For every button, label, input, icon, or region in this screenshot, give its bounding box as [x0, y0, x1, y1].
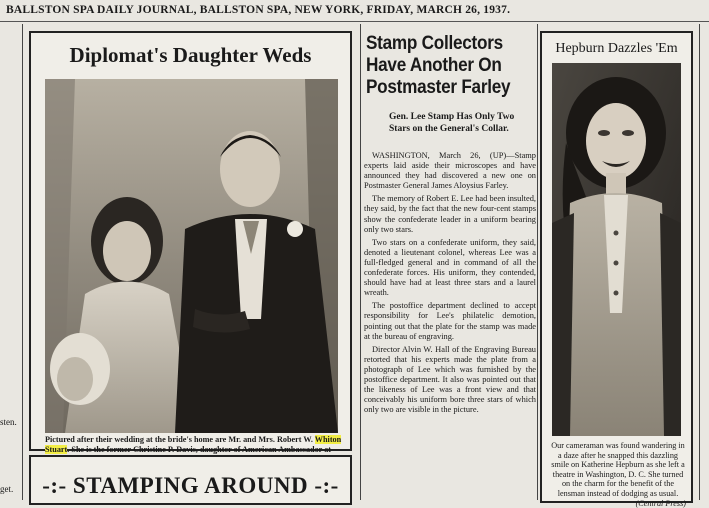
hepburn-photo	[552, 63, 681, 436]
article-paragraph: Director Alvin W. Hall of the Engraving Bureau retorted that his experts made the plate from a photograph of Lee which was furnished by the postoffice department. It also was pointed out that the likeness of Lee was a front view and that conceivably his uniform bore three stars of which only two are visible in the picture.	[364, 344, 536, 415]
column-rule	[360, 24, 361, 500]
stamping-around-box	[29, 455, 352, 505]
wedding-photo-illustration	[45, 79, 338, 433]
highlighted-name: Whiton Stuart	[45, 435, 342, 454]
headline-line: Postmaster Farley	[366, 76, 511, 98]
wedding-photo-box	[29, 31, 352, 454]
hepburn-photo-box	[540, 31, 693, 508]
column-rule	[22, 24, 23, 500]
column-rule	[537, 24, 538, 500]
article-paragraph: The postoffice department declined to accept responsibility for Lee's philatelic demotion, pointing out that the plate for the stamp was made at the bureau of engraving.	[364, 301, 536, 341]
hepburn-photo-illustration	[552, 63, 681, 436]
column-rule	[699, 24, 700, 500]
article-paragraph: The memory of Robert E. Lee had been insulted, they said, by the fact that the new four-cent stamps show the confederate leader in a uniform bearing only two stars.	[364, 194, 536, 234]
masthead: BALLSTON SPA DAILY JOURNAL, BALLSTON SPA, NEW YORK, FRIDAY, MARCH 26, 1937.	[0, 0, 709, 22]
article-subhead: Gen. Lee Stamp Has Only Two Stars on the General's Collar.	[389, 112, 515, 134]
hepburn-caption	[550, 441, 686, 508]
margin-fragment: sten.	[0, 417, 17, 427]
caption-text: Our cameraman was found wandering in a daze after he snapped this dazzling smile on Katherine Hepburn as she left a theatre in Washington, D. C. She turned on the charm for the benefit of the lensman instead of dodging as usual.	[551, 441, 685, 498]
stamping-around-title: -:- STAMPING AROUND -:-	[42, 473, 339, 498]
article-headline	[366, 32, 516, 98]
photo-credit: (Central Press)	[635, 498, 686, 508]
article-body	[364, 151, 536, 418]
caption-text: Pictured after their wedding at the bride's home are Mr. and Mrs. Robert W.	[45, 435, 315, 444]
article-paragraph: Two stars on a confederate uniform, they said, denoted a lieutenant colonel, whereas Lee was a full-fledged general and in command of all the confederate forces. His uniform, they contended, should have had at least three stars and a laurel wreath.	[364, 237, 536, 298]
wedding-title: Diplomat's Daughter Weds	[69, 43, 312, 67]
headline-line: Have Another On	[366, 54, 502, 76]
caption-text: . She is the former Christine P. Davis, daughter of American Ambassador at	[67, 445, 332, 454]
wedding-photo	[45, 79, 338, 433]
margin-fragment: get.	[0, 484, 14, 494]
hepburn-title: Hepburn Dazzles 'Em	[555, 41, 678, 56]
article-paragraph: WASHINGTON, March 26, (UP)—Stamp experts laid aside their microscopes and have announced they had discovered a new one on Postmaster General James Aloysius Farley.	[364, 151, 536, 191]
headline-line: Stamp Collectors	[366, 32, 503, 54]
